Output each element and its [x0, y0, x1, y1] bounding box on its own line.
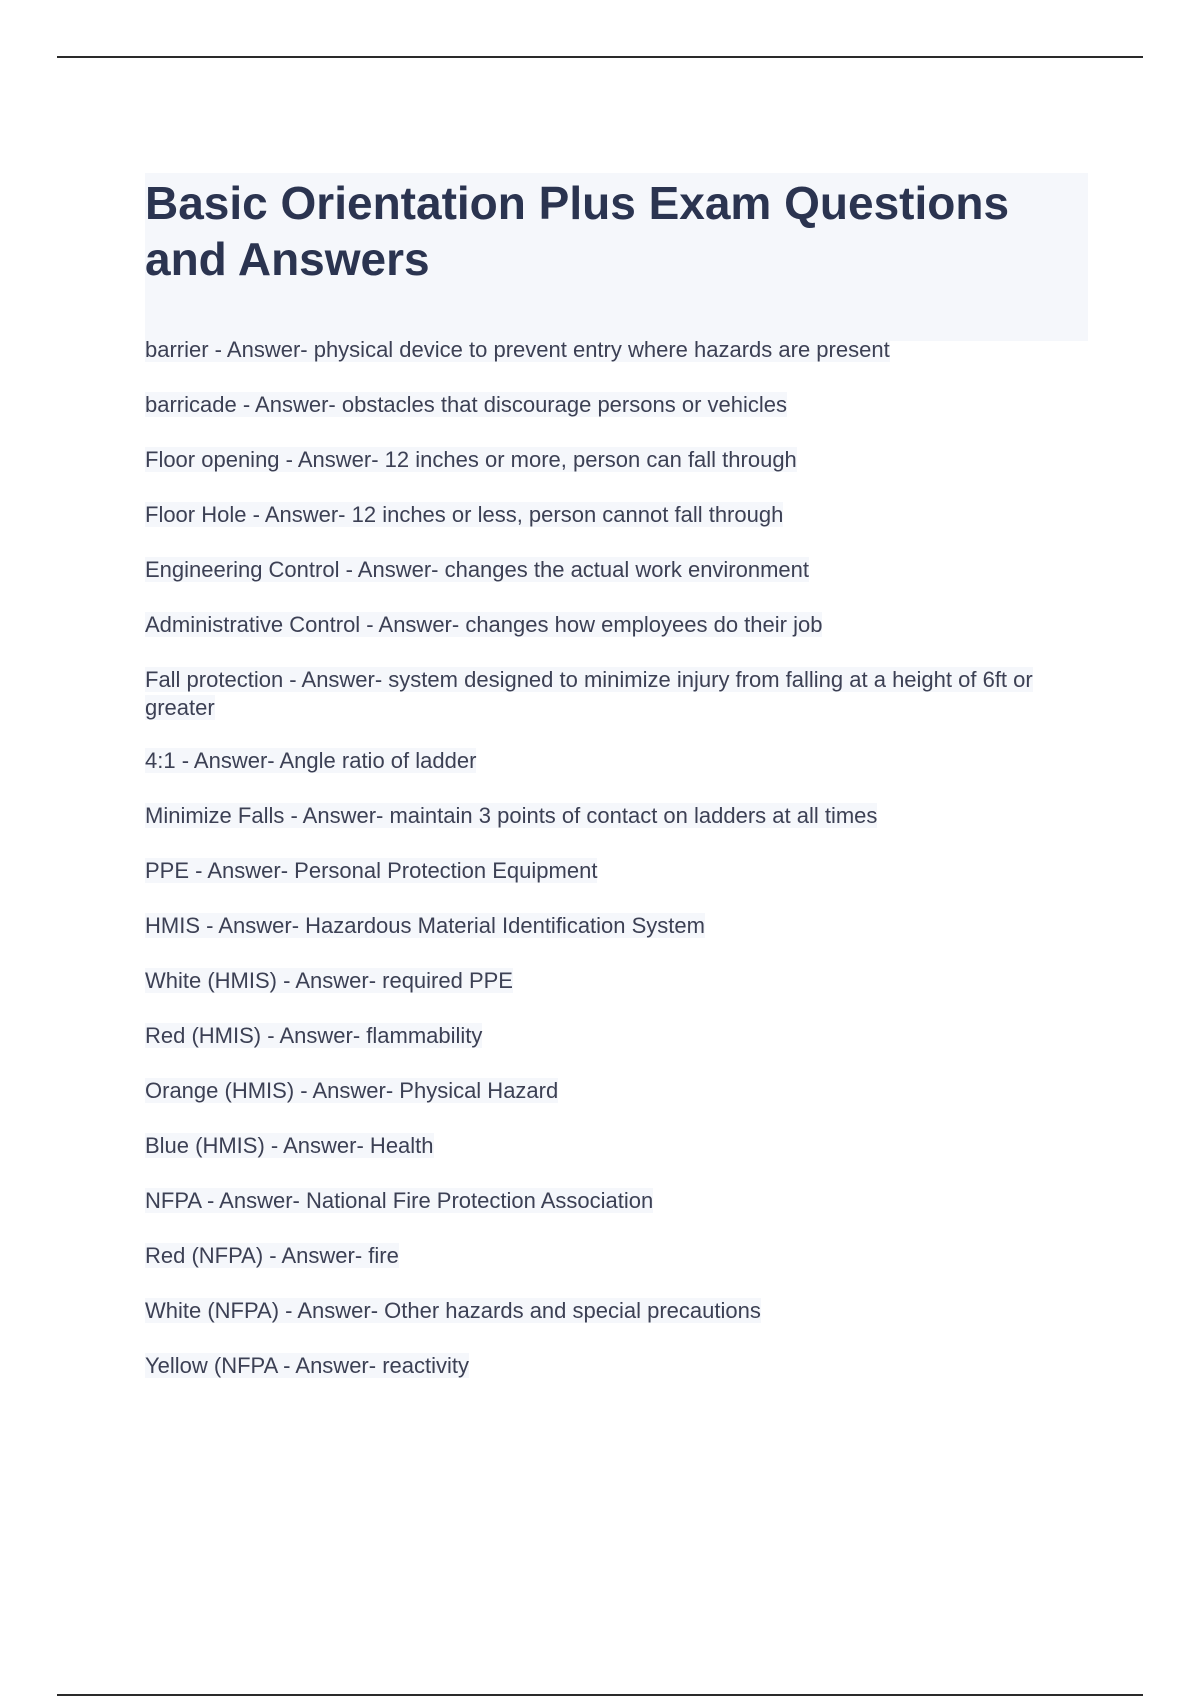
- qa-text: Red (HMIS) - Answer- flammability: [145, 1023, 483, 1048]
- qa-item: [145, 747, 1085, 775]
- qa-item: [145, 802, 1085, 830]
- qa-item: [145, 611, 1085, 639]
- qa-text: Minimize Falls - Answer- maintain 3 points of contact on ladders at all times: [145, 803, 878, 828]
- qa-item: [145, 336, 1085, 364]
- qa-text: NFPA - Answer- National Fire Protection Association: [145, 1188, 654, 1213]
- qa-item: [145, 1242, 1085, 1270]
- qa-text: Red (NFPA) - Answer- fire: [145, 1243, 399, 1268]
- qa-item: [145, 1352, 1085, 1380]
- bottom-divider: [57, 1694, 1143, 1696]
- qa-item: [145, 446, 1085, 474]
- qa-text: Engineering Control - Answer- changes the actual work environment: [145, 557, 810, 582]
- qa-item: [145, 1077, 1085, 1105]
- page-title: Basic Orientation Plus Exam Questions and Answers: [145, 177, 1010, 285]
- qa-item: [145, 501, 1085, 529]
- qa-text: HMIS - Answer- Hazardous Material Identification System: [145, 913, 705, 938]
- qa-item: [145, 1022, 1085, 1050]
- title-block: [145, 173, 1088, 341]
- qa-text: barrier - Answer- physical device to prevent entry where hazards are present: [145, 337, 890, 362]
- qa-text: White (HMIS) - Answer- required PPE: [145, 968, 513, 993]
- qa-text: PPE - Answer- Personal Protection Equipment: [145, 858, 598, 883]
- qa-item: [145, 967, 1085, 995]
- qa-item: [145, 857, 1085, 885]
- top-divider: [57, 56, 1143, 58]
- qa-text: Yellow (NFPA - Answer- reactivity: [145, 1353, 469, 1378]
- qa-item: [145, 1297, 1085, 1325]
- qa-item: [145, 666, 1085, 722]
- qa-text: Floor opening - Answer- 12 inches or more, person can fall through: [145, 447, 797, 472]
- qa-text: Orange (HMIS) - Answer- Physical Hazard: [145, 1078, 559, 1103]
- qa-text: Blue (HMIS) - Answer- Health: [145, 1133, 434, 1158]
- qa-text: Floor Hole - Answer- 12 inches or less, person cannot fall through: [145, 502, 784, 527]
- qa-text: barricade - Answer- obstacles that discourage persons or vehicles: [145, 392, 787, 417]
- qa-item: [145, 1187, 1085, 1215]
- qa-text: Administrative Control - Answer- changes how employees do their job: [145, 612, 823, 637]
- qa-item: [145, 912, 1085, 940]
- qa-text: Fall protection - Answer- system designed to minimize injury from falling at a height of 6ft or greater: [145, 667, 1033, 720]
- qa-list: [145, 336, 1085, 1407]
- qa-item: [145, 556, 1085, 584]
- qa-item: [145, 391, 1085, 419]
- qa-text: White (NFPA) - Answer- Other hazards and special precautions: [145, 1298, 761, 1323]
- qa-item: [145, 1132, 1085, 1160]
- qa-text: 4:1 - Answer- Angle ratio of ladder: [145, 748, 477, 773]
